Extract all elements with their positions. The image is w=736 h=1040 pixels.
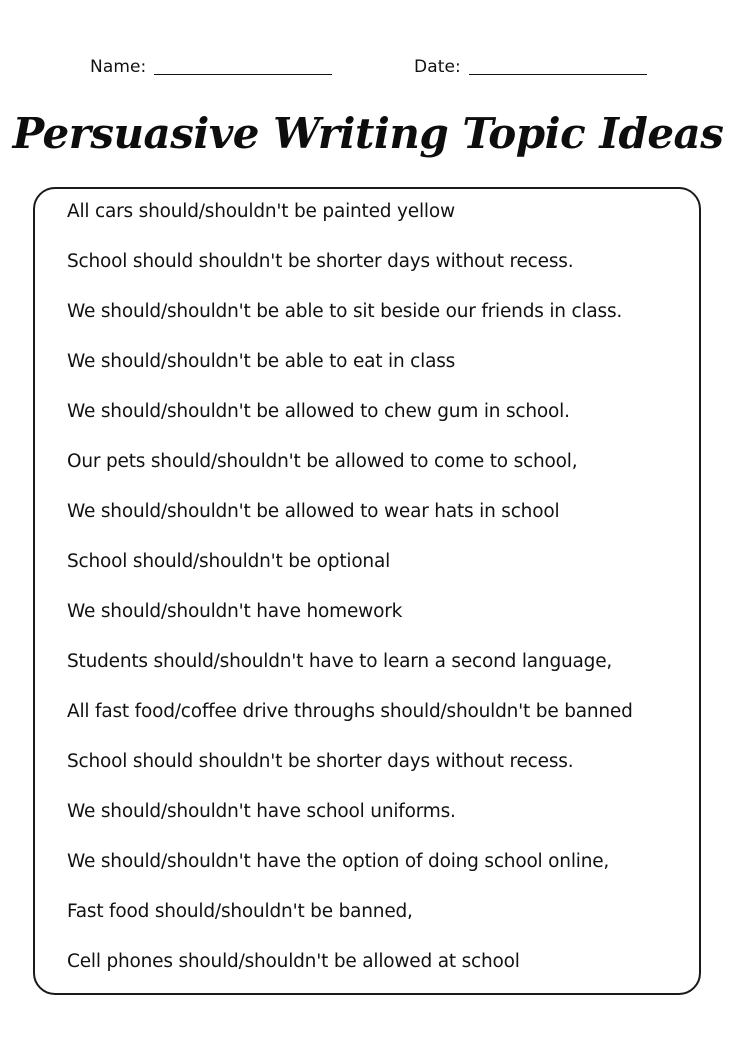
date-field [414, 56, 647, 78]
topic-item: School should shouldn't be shorter days without recess. [67, 751, 574, 772]
topic-item: School should/shouldn't be optional [67, 551, 391, 572]
topic-item: Fast food should/shouldn't be banned, [67, 901, 413, 922]
topic-item: We should/shouldn't have school uniforms. [67, 801, 456, 822]
topic-item: We should/shouldn't have homework [67, 601, 403, 622]
topic-item: Our pets should/shouldn't be allowed to come to school, [67, 451, 578, 472]
page-title: Persuasive Writing Topic Ideas [12, 109, 724, 158]
topic-item: We should/shouldn't be allowed to wear hats in school [67, 501, 560, 522]
topic-list [67, 198, 633, 998]
date-label: Date: [414, 57, 461, 77]
topic-item: We should/shouldn't be able to eat in class [67, 351, 456, 372]
topic-item: We should/shouldn't have the option of doing school online, [67, 851, 610, 872]
date-blank-line[interactable] [469, 73, 647, 75]
header-fields [0, 56, 736, 82]
topic-item: We should/shouldn't be able to sit beside our friends in class. [67, 301, 623, 322]
topic-item: All cars should/shouldn't be painted yellow [67, 201, 455, 222]
name-label: Name: [90, 57, 147, 77]
topic-item: School should shouldn't be shorter days without recess. [67, 251, 574, 272]
name-field [90, 56, 332, 78]
topic-list-box [33, 187, 701, 995]
topic-item: All fast food/coffee drive throughs should/shouldn't be banned [67, 701, 633, 722]
topic-item: We should/shouldn't be allowed to chew gum in school. [67, 401, 570, 422]
topic-item: Cell phones should/shouldn't be allowed at school [67, 951, 520, 972]
topic-item: Students should/shouldn't have to learn a second language, [67, 651, 613, 672]
name-blank-line[interactable] [154, 73, 332, 75]
